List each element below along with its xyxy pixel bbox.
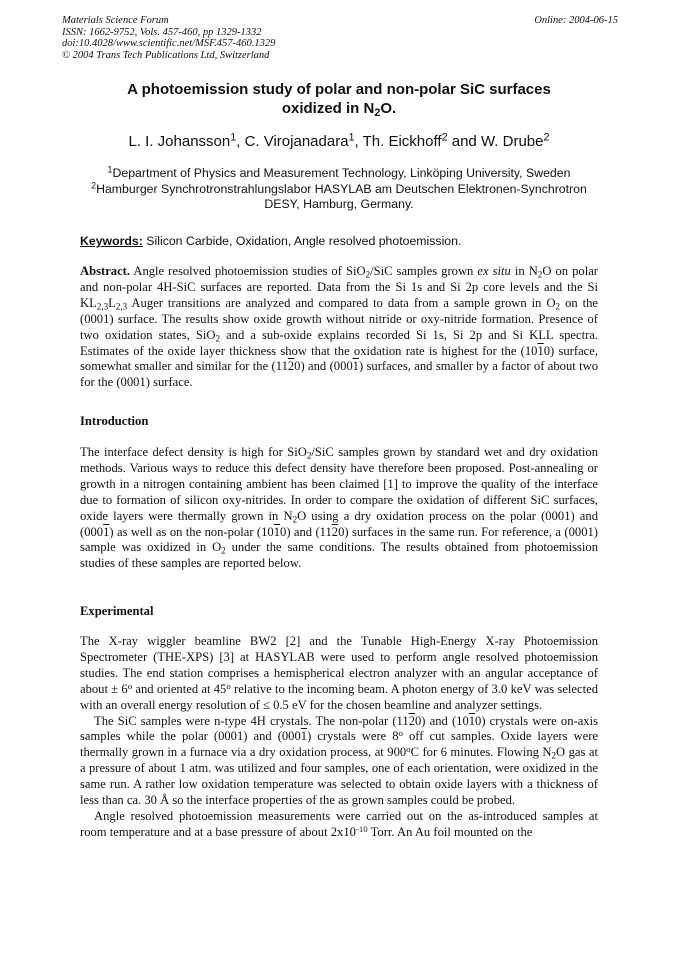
keywords-label: Keywords: xyxy=(80,234,143,248)
author-name: W. Drube xyxy=(480,133,544,150)
abstract-label: Abstract. xyxy=(80,264,131,278)
keywords-text: Silicon Carbide, Oxidation, Angle resolved photoemission. xyxy=(142,234,462,248)
title-line-2: oxidized in $N_2O$. xyxy=(281,100,397,120)
affiliation-marker: 1 xyxy=(230,131,237,144)
section-heading-introduction: Introduction xyxy=(80,414,149,428)
experimental-paragraph-1: The X-ray wiggler beamline BW2 [2] and the Tunable High-Energy X-ray Photoemission Spectrometer (THE-XPS) [3] at HASYLAB were used to perform angle resolved photoemission studies. The end station comprises a hemispherical electron analyzer with an angular acceptance of about ± $6^o$ and oriented at 45$^o$ relative to the incoming beam. A photon energy of 3.0 keV was selected with an overall energy resolution of ≤ 0.5 eV for the chosen beamline and analyzer settings. xyxy=(80,634,598,712)
journal-header xyxy=(62,15,618,61)
journal-name: Materials Science Forum xyxy=(62,15,169,26)
copyright-line: © 2004 Trans Tech Publications Ltd, Switzerland xyxy=(62,49,270,61)
introduction-section xyxy=(80,445,598,572)
doi-line: doi:10.4028/www.scientific.net/MSF.457-460.1329 xyxy=(62,38,276,49)
author-name: C. Virojanadara xyxy=(244,133,349,150)
paper-title xyxy=(80,80,598,118)
affiliation-marker: 2 xyxy=(441,131,448,144)
experimental-paragraph-2: The SiC samples were n-type 4H crystals. The non-polar (1120) and (1010) crystals were on-axis samples while the polar (0001) and (0001) crystals were 8$^o$ off cut samples. Oxide layers were thermally grown in a furnace via a dry oxidation process, at 900$^o$C for 6 minutes. Flowing $N_2O$ gas at a pressure of about 1 atm. was utilized and four samples, one of each orientation, were oxidized in the same run. A rather low oxidation temperature was selected to obtain oxide layers with a thickness of less than ca. 30 Å so the interface properties of the as grown samples could be probed. xyxy=(80,713,598,808)
abstract xyxy=(80,264,598,391)
affiliation-2: $^2$Hamburger Synchrotronstrahlungslabor HASYLAB am Deutschen Elektronen-Synchrotron xyxy=(91,180,587,196)
online-date: Online: 2004-06-15 xyxy=(534,15,618,26)
introduction-paragraph: The interface defect density is high for SiO$_2$/SiC samples grown by standard wet and dry oxidation methods. Various ways to reduce this defect density have therefore been proposed. Post-annealing or growth in a nitrogen containing ambient has been claimed [1] to improve the quality of the interface due to formation of silicon oxy-nitrides. In order to compare the oxidation of different SiC surfaces, oxide layers were thermally grown in $N_2O$ using a dry oxidation process on the polar (0001) and (0001) as well as on the non-polar (1010) and (1120) surfaces in the same run. For reference, a (0001) sample was oxidized in $O_2$ under the same conditions. The results obtained from photoemission studies of these samples are reported below. xyxy=(80,445,599,571)
affiliation-marker: 1 xyxy=(348,131,355,144)
affiliation-2-cont: DESY, Hamburg, Germany. xyxy=(264,197,414,211)
affiliations xyxy=(70,166,608,213)
keywords xyxy=(80,234,600,249)
affiliation-1: $^1$Department of Physics and Measurement Technology, Linköping University, Sweden xyxy=(107,164,571,180)
section-heading-experimental: Experimental xyxy=(80,604,154,618)
affiliation-marker: 2 xyxy=(543,131,550,144)
experimental-section xyxy=(80,634,598,841)
issn-line: ISSN: 1662-9752, Vols. 457-460, pp 1329-1332 xyxy=(62,26,262,38)
author-name: Th. Eickhoff xyxy=(362,133,442,150)
experimental-paragraph-3: Angle resolved photoemission measurements were carried out on the as-introduced samples at room temperature and at a base pressure of about $2x10^{-10}$ Torr. An Au foil mounted on the xyxy=(80,808,598,839)
author-name: L. I. Johansson xyxy=(128,133,231,150)
abstract-paragraph: Abstract. Angle resolved photoemission studies of SiO$_2$/SiC samples grown ex situ in $N_2O$ on polar and non-polar 4H-SiC surfaces are reported. Data from the Si 1s and Si 2p core levels and the Si $KL_{2,3}L_{2,3}$ Auger transitions are analyzed and compared to data from a sample grown in $O_2$ on the (0001) surface. The results show oxide growth without nitride or oxy-nitride formation. Presence of two oxidation states, SiO$_2$ and a sub-oxide explains recorded Si 1s, Si 2p and Si KLL spectra. Estimates of the oxide layer thickness show that the oxidation rate is highest for the (1010) surface, somewhat smaller and similar for the (1120) and (0001) surfaces, and smaller by a factor of about two for the (0001) surface. xyxy=(80,264,599,390)
author-list: L. I. Johansson$^1$, C. Virojanadara$^1$, Th. Eickhoff$^2$ and W. Drube$^2$ xyxy=(128,131,550,150)
title-line-1: A photoemission study of polar and non-polar SiC surfaces xyxy=(127,81,551,98)
